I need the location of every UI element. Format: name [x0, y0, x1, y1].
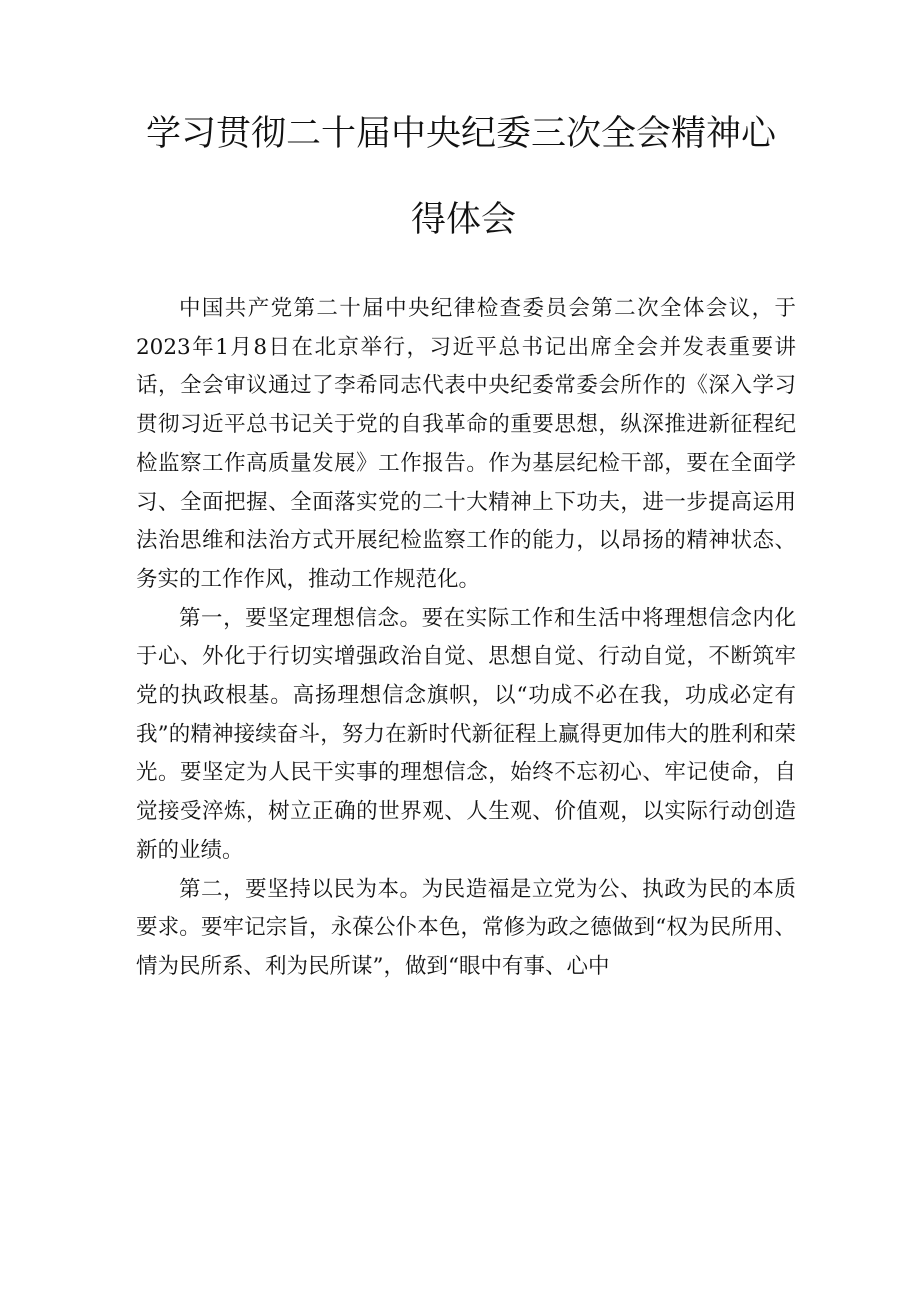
paragraph-first-point: 第一，要坚定理想信念。要在实际工作和生活中将理想信念内化于心、外化于行切实增强政治自觉、思想自觉、行动自觉，不断筑牢党的执政根基。高扬理想信念旗帜，以“功成不必在我，功成必定有我”的精神接续奋斗，努力在新时代新征程上赢得更加伟大的胜利和荣光。要坚定为人民干实事的理想信念，始终不忘初心、牢记使命，自觉接受淬炼，树立正确的世界观、人生观、价值观，以实际行动创造新的业绩。: [136, 605, 796, 863]
paragraph-intro: 中国共产党第二十届中央纪律检查委员会第二次全体会议，于2023年1月8日在北京举行，习近平总书记出席全会并发表重要讲话，全会审议通过了李希同志代表中央纪委常委会所作的《深入学习贯彻习近平总书记关于党的自我革命的重要思想，纵深推进新征程纪检监察工作高质量发展》工作报告。作为基层纪检干部，要在全面学习、全面把握、全面落实党的二十大精神上下功夫，进一步提高运用法治思维和法治方式开展纪检监察工作的能力，以昂扬的精神状态、务实的工作作风，推动工作规范化。: [136, 296, 796, 592]
document-body: [136, 290, 796, 987]
document-title-line-2: 得体会: [411, 200, 517, 240]
paragraph-second-point: 第二，要坚持以民为本。为民造福是立党为公、执政为民的本质要求。要牢记宗旨，永葆公仆本色，常修为政之德做到“权为民所用、情为民所系、利为民所谋”，做到“眼中有事、心中: [136, 876, 796, 979]
document-title-line-1: 学习贯彻二十届中央纪委三次全会精神心: [146, 114, 777, 154]
